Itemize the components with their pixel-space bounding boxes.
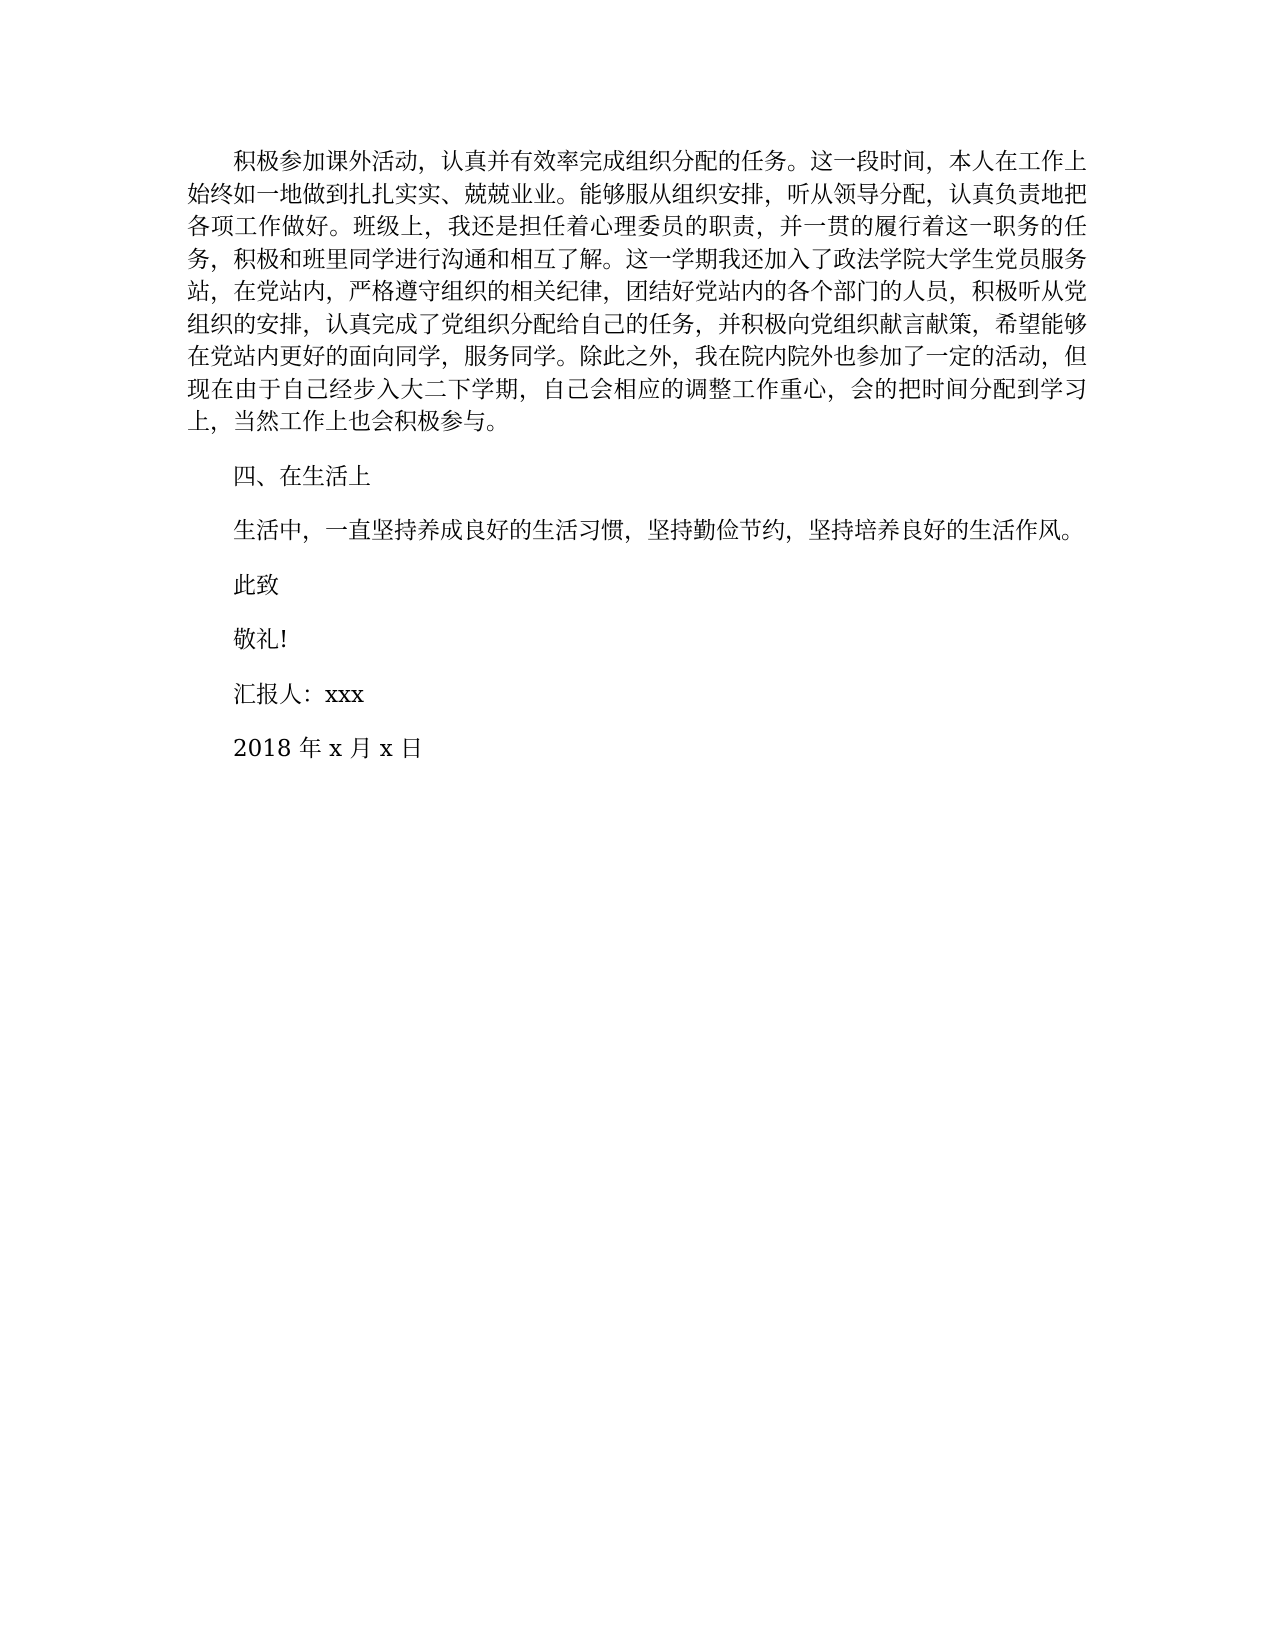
- life-paragraph: 生活中，一直坚持养成良好的生活习惯，坚持勤俭节约，坚持培养良好的生活作风。: [233, 518, 1084, 544]
- document-body: [187, 146, 1087, 766]
- section-heading-life: 四、在生活上: [233, 463, 371, 490]
- reporter-line: 汇报人：xxx: [233, 681, 364, 708]
- closing-salutation: 此致: [233, 572, 279, 599]
- closing-regards: 敬礼!: [233, 627, 289, 653]
- date-line: 2018 年 x 月 x 日: [233, 736, 424, 762]
- work-paragraph: 积极参加课外活动，认真并有效率完成组织分配的任务。这一段时间，本人在工作上始终如一地做到扎扎实实、兢兢业业。能够服从组织安排，听从领导分配，认真负责地把各项工作做好。班级上，我还是担任着心理委员的职责，并一贯的履行着这一职务的任务，积极和班里同学进行沟通和相互了解。这一学期我还加入了政法学院大学生党员服务站，在党站内，严格遵守组织的相关纪律，团结好党站内的各个部门的人员，积极听从党组织的安排，认真完成了党组织分配给自己的任务，并积极向党组织献言献策，希望能够在党站内更好的面向同学，服务同学。除此之外，我在院内院外也参加了一定的活动，但现在由于自己经步入大二下学期，自己会相应的调整工作重心，会的把时间分配到学习上，当然工作上也会积极参与。: [187, 149, 1087, 435]
